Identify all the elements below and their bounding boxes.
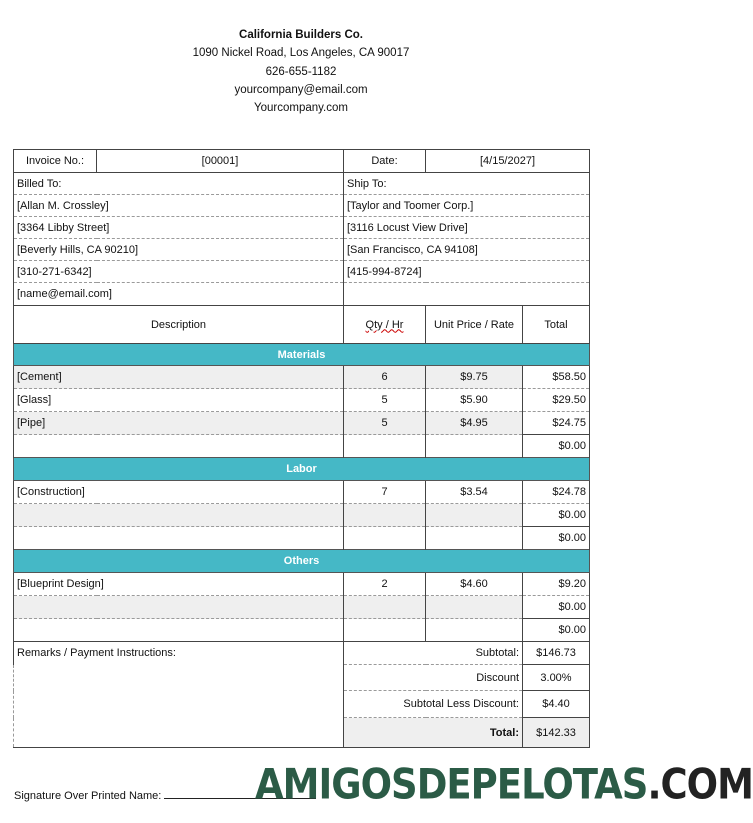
subtotal-label: Subtotal: [344, 642, 523, 665]
total-label: Total: [344, 718, 523, 748]
billed-city: [Beverly Hills, CA 90210] [14, 239, 344, 261]
item-description: [Cement] [14, 366, 344, 389]
item-total: $0.00 [523, 435, 590, 458]
item-description [14, 504, 344, 527]
discount-label: Discount [344, 665, 523, 691]
item-description: [Construction] [14, 481, 344, 504]
item-description [14, 435, 344, 458]
table-row [14, 504, 590, 527]
table-row [14, 619, 590, 642]
item-description [14, 619, 344, 642]
col-description: Description [14, 306, 344, 344]
remarks-label: Remarks / Payment Instructions: [14, 642, 344, 665]
billed-name: [Allan M. Crossley] [14, 195, 344, 217]
ship-company: [Taylor and Toomer Corp.] [344, 195, 590, 217]
table-row [14, 412, 590, 435]
others-header: Others [14, 550, 590, 573]
total-value: $142.33 [523, 718, 590, 748]
col-qty-label: Qty / Hr [365, 318, 404, 331]
item-description: [Glass] [14, 389, 344, 412]
ship-to-label: Ship To: [344, 173, 590, 195]
item-price: $3.54 [426, 481, 523, 504]
billed-street: [3364 Libby Street] [14, 217, 344, 239]
item-description [14, 596, 344, 619]
col-qty [344, 306, 426, 344]
item-total: $0.00 [523, 527, 590, 550]
item-qty: 6 [344, 366, 426, 389]
materials-header: Materials [14, 344, 590, 366]
watermark-logo [255, 757, 753, 813]
item-qty: 2 [344, 573, 426, 596]
item-total: $29.50 [523, 389, 590, 412]
summary-section [14, 642, 590, 748]
item-description: [Blueprint Design] [14, 573, 344, 596]
invoice-table [13, 149, 590, 748]
item-total: $58.50 [523, 366, 590, 389]
item-price [426, 596, 523, 619]
others-section [14, 550, 590, 642]
billed-phone: [310-271-6342] [14, 261, 344, 283]
item-total: $24.75 [523, 412, 590, 435]
item-total: $0.00 [523, 504, 590, 527]
item-qty [344, 596, 426, 619]
watermark-tld: COM [660, 760, 753, 809]
subtotal-value: $146.73 [523, 642, 590, 665]
item-description: [Pipe] [14, 412, 344, 435]
table-row [14, 596, 590, 619]
ship-phone: [415-994-8724] [344, 261, 590, 283]
less-discount-value: $4.40 [523, 691, 590, 718]
company-website: Yourcompany.com [254, 102, 348, 115]
item-total: $0.00 [523, 619, 590, 642]
discount-value: 3.00% [523, 665, 590, 691]
item-price [426, 435, 523, 458]
item-qty [344, 619, 426, 642]
materials-section [14, 344, 590, 458]
invoice-number-label: Invoice No.: [14, 150, 97, 173]
invoice-date: [4/15/2027] [426, 150, 590, 173]
item-price: $9.75 [426, 366, 523, 389]
remarks-box[interactable] [14, 665, 344, 748]
signature-label: Signature Over Printed Name: [14, 790, 162, 802]
watermark-dot: . [647, 760, 661, 809]
item-price [426, 619, 523, 642]
item-qty [344, 504, 426, 527]
table-row [14, 481, 590, 504]
ship-city: [San Francisco, CA 94108] [344, 239, 590, 261]
item-qty: 5 [344, 389, 426, 412]
item-qty [344, 435, 426, 458]
item-price: $4.95 [426, 412, 523, 435]
col-unit-price: Unit Price / Rate [426, 306, 523, 344]
ship-street: [3116 Locust View Drive] [344, 217, 590, 239]
labor-section [14, 458, 590, 550]
table-row [14, 389, 590, 412]
invoice-number: [00001] [97, 150, 344, 173]
company-phone: 626-655-1182 [265, 65, 337, 78]
item-qty: 5 [344, 412, 426, 435]
item-price: $5.90 [426, 389, 523, 412]
item-total: $9.20 [523, 573, 590, 596]
labor-header: Labor [14, 458, 590, 481]
less-discount-label: Subtotal Less Discount: [344, 691, 523, 718]
date-label: Date: [344, 150, 426, 173]
table-row [14, 527, 590, 550]
item-total: $0.00 [523, 596, 590, 619]
item-total: $24.78 [523, 481, 590, 504]
col-total: Total [523, 306, 590, 344]
table-row [14, 573, 590, 596]
company-email: yourcompany@email.com [234, 83, 368, 96]
item-description [14, 527, 344, 550]
billed-to-label: Billed To: [14, 173, 344, 195]
company-address: 1090 Nickel Road, Los Angeles, CA 90017 [192, 47, 410, 60]
item-qty [344, 527, 426, 550]
company-header [0, 26, 602, 117]
billed-email: [name@email.com] [14, 283, 344, 306]
item-price [426, 527, 523, 550]
item-price [426, 504, 523, 527]
table-row [14, 435, 590, 458]
item-qty: 7 [344, 481, 426, 504]
item-price: $4.60 [426, 573, 523, 596]
watermark-main: AMIGOSDEPELOTAS [255, 760, 648, 809]
ship-empty [344, 283, 590, 306]
table-row [14, 366, 590, 389]
company-name: California Builders Co. [239, 29, 363, 41]
